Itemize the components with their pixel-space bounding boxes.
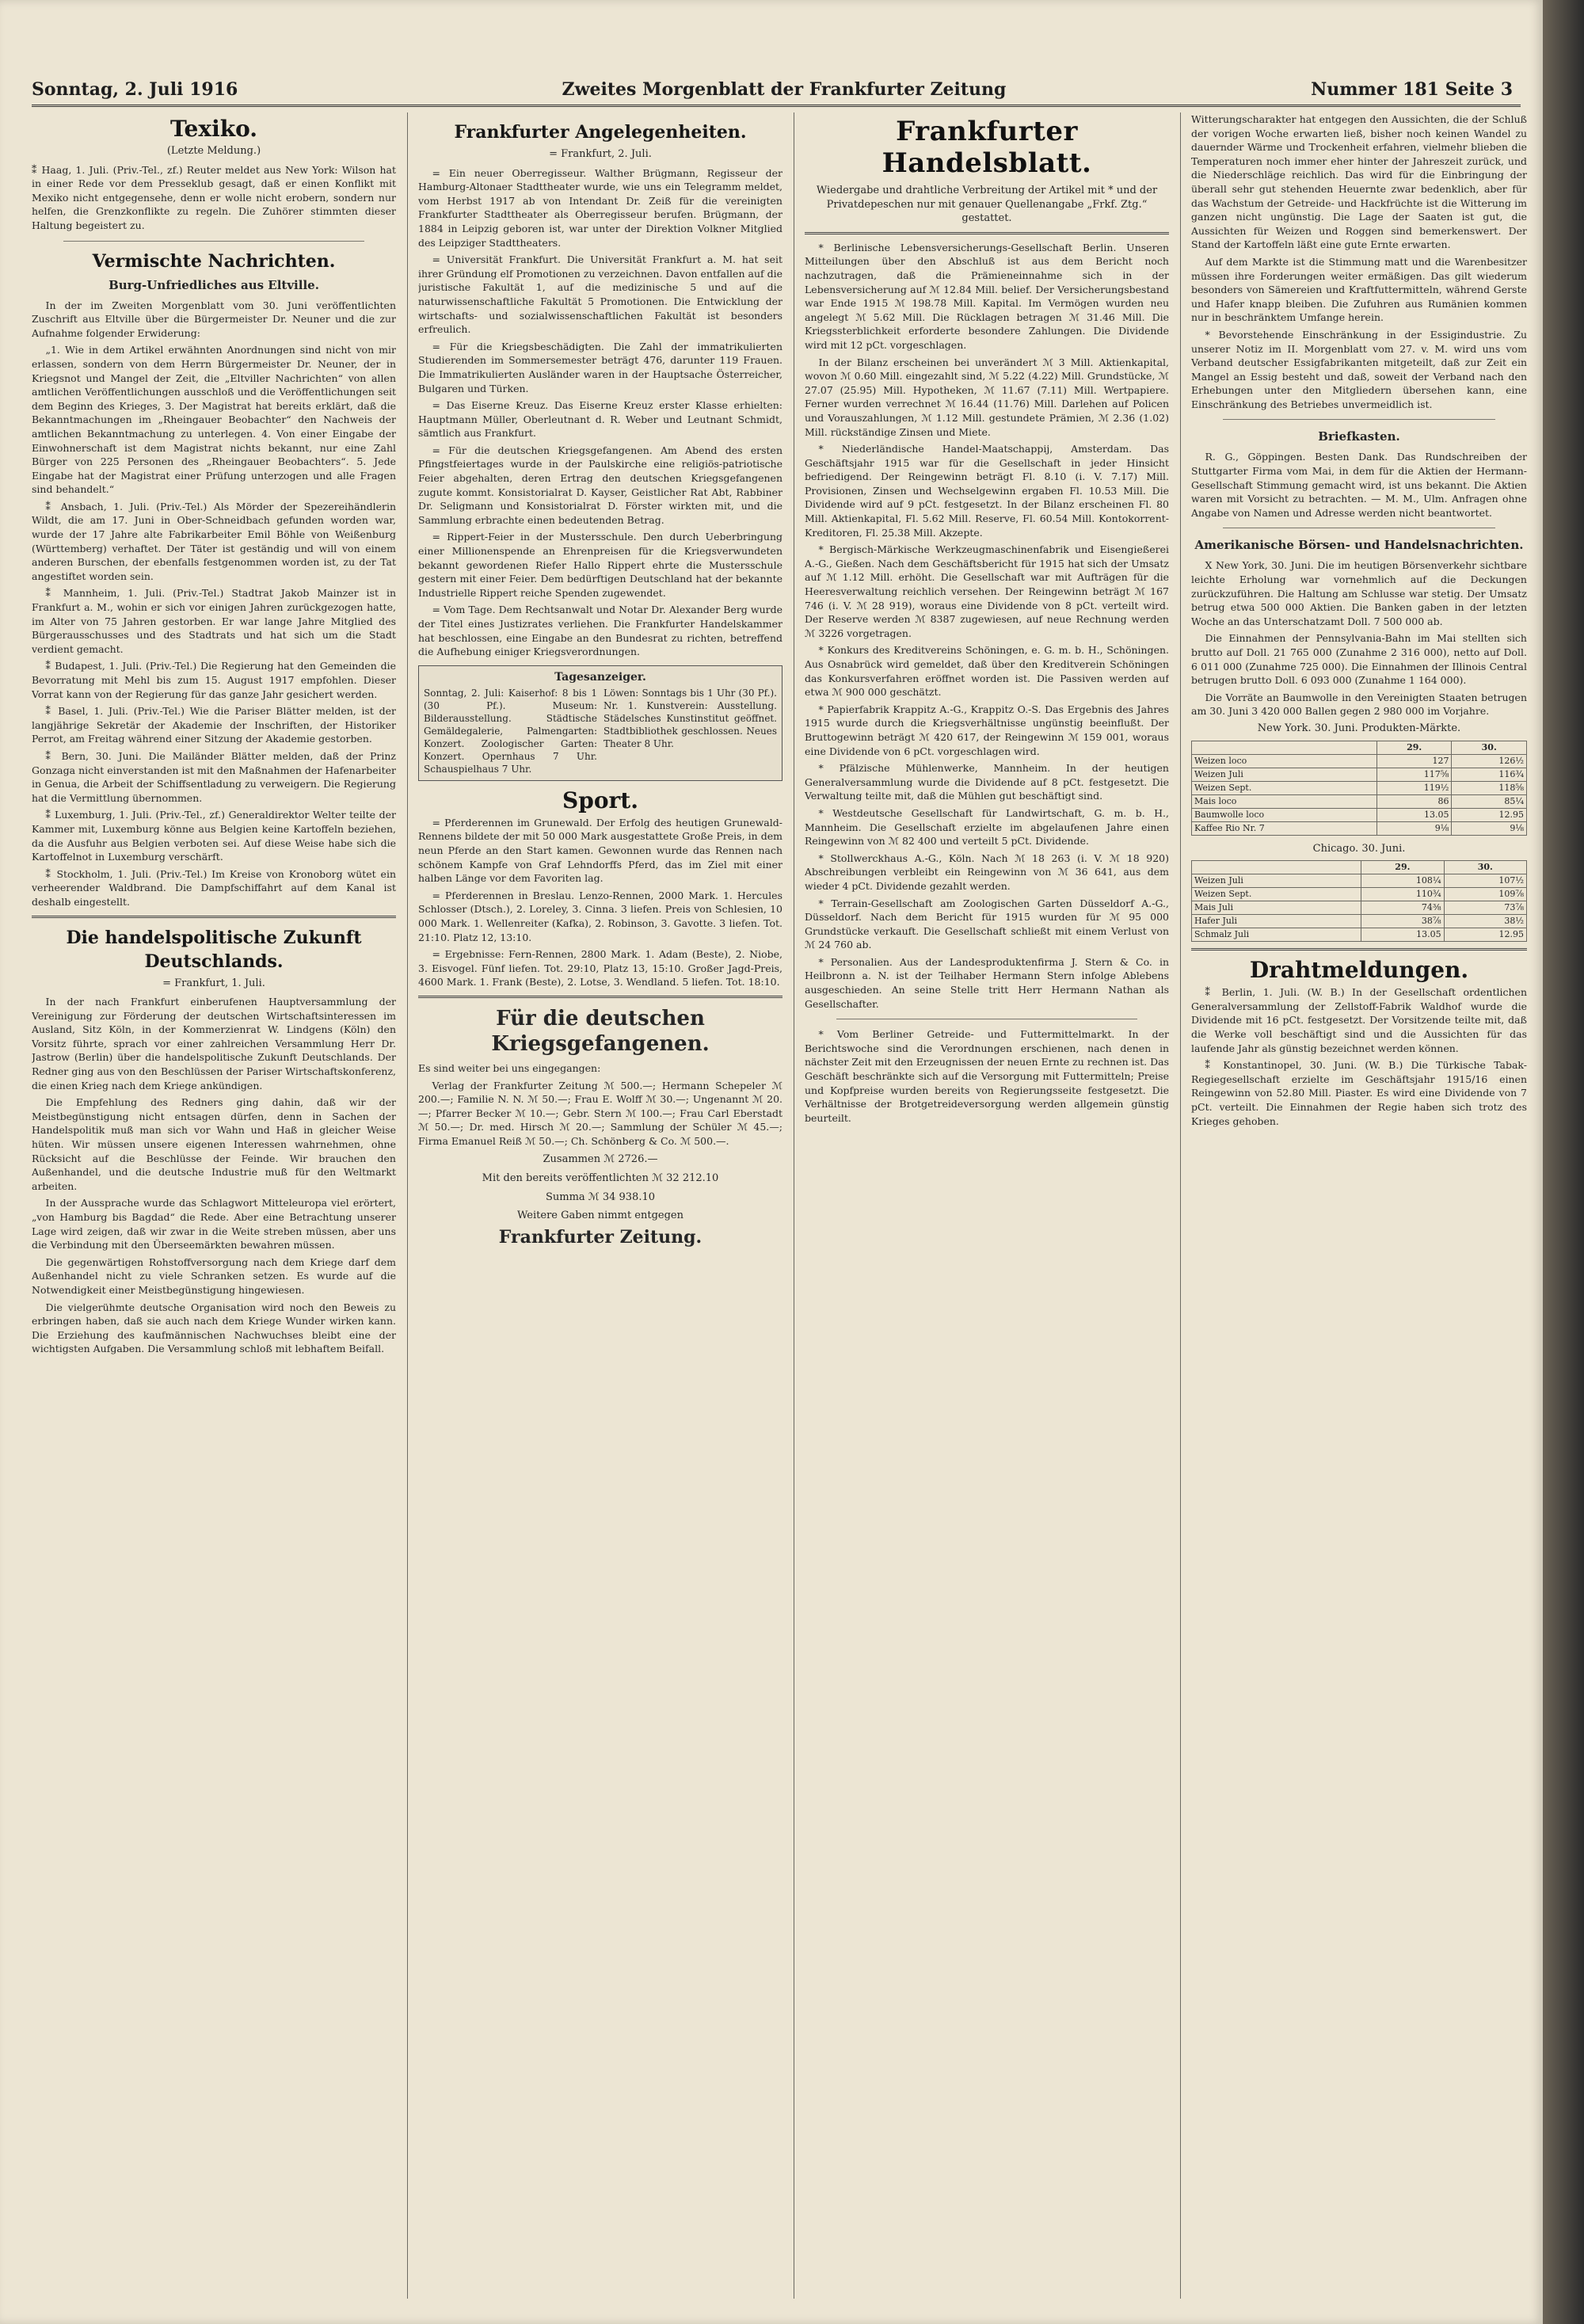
article-paragraph: Die Einnahmen der Pennsylvania-Bahn im Mai stellten sich brutto auf Doll. 21 765 000 (Zunahme 2 316 000), netto auf Doll. 6 011 000 (Zunahme 725 000). Die Einnahmen der Illinois Central betrugen brutto Doll. 6 093 000 (Zunahme 1 164 000). bbox=[1191, 632, 1527, 687]
table-cell: 73⅞ bbox=[1444, 901, 1526, 915]
table-cell: 109⅞ bbox=[1444, 888, 1526, 901]
table-cell: 118⅝ bbox=[1452, 781, 1527, 794]
article-paragraph: = Ergebnisse: Fern-Rennen, 2800 Mark. 1. Adam (Beste), 2. Niobe, 3. Eisvogel. Fünf liefen. Tot. 29:10, Platz 13, 15:10. Großer Jagd-Preis, 4600 Mark. 1. Frank (Beste), 2. Lotse, 3. Wendland. 5 liefen. Tot. 18:10. bbox=[418, 948, 782, 989]
article-paragraph: In der Bilanz erscheinen bei unverändert ℳ 3 Mill. Aktienkapital, wovon ℳ 0.60 Mill. eingezahlt sind, ℳ 5.22 (4.22) Mill. Grundstücke, ℳ 27.07 (25.95) Mill. Hypotheken, ℳ 11.67 (7.11) Mill. Wertpapiere. Ferner wurden verrechnet ℳ 16.44 (11.76) Mill. Darlehen auf Policen und Vorauszahlungen, ℳ 1.12 Mill. gestundete Prämien, ℳ 2.36 (1.02) Mill. rückständige Zinsen und Miete. bbox=[805, 356, 1169, 438]
article-paragraph: In der im Zweiten Morgenblatt vom 30. Juni veröffentlichten Zuschrift aus Eltville über die Bürgermeister Dr. Neuner und die zur Aufnahme folgender Erwiderung: bbox=[32, 299, 396, 339]
table-row bbox=[1192, 874, 1527, 888]
appeal-intro: Es sind weiter bei uns eingegangen: bbox=[418, 1061, 601, 1074]
article-paragraph: = Pferderennen im Grunewald. Der Erfolg des heutigen Grunewald-Rennens bildete der mit 50 000 Mark ausgestattete Große Preis, in dem neun Pferde an den Start kamen. Gewonnen wurde das Rennen nach schönem Kampfe von Graf Lehndorffs Pferd, das im Ziel mit einer halben Länge vor dem Favoriten lag. bbox=[418, 816, 782, 885]
table-row bbox=[1192, 794, 1527, 808]
table-cell: Schmalz Juli bbox=[1192, 928, 1361, 942]
paper-title: Zweites Morgenblatt der Frankfurter Zeitung bbox=[562, 79, 1007, 100]
table-cell: 9⅛ bbox=[1452, 821, 1527, 835]
article-paragraph: R. G., Göppingen. Besten Dank. Das Rundschreiben der Stuttgarter Firma vom Mai, in dem für die Aktien der Hermann-Gesellschaft Stimmung gemacht wird, ist uns bekannt. Die Aktien waren mit Vorsicht zu betrachten. — M. M., Ulm. Anfragen ohne Angabe von Namen und Adresse werden nicht beantwortet. bbox=[1191, 451, 1527, 519]
divider bbox=[1191, 948, 1527, 951]
section-tagline: Wiedergabe und drahtliche Verbreitung der Artikel mit * und der Privatdepeschen nur mit genauer Quellenangabe „Frkf. Ztg.“ gestattet. bbox=[816, 185, 1158, 225]
column-rule bbox=[407, 112, 408, 2299]
divider bbox=[63, 241, 364, 242]
article-paragraph: ⁑ Ansbach, 1. Juli. (Priv.-Tel.) Als Mörder der Spezereihändlerin Wildt, die am 17. Juni in Ober-Schneidbach gefunden worden war, wurde der 17 Jahre alte Fabrikarbeiter Emil Böhle von Weißenburg (Württemberg) verhaftet. Der Täter ist geständig und will von einem anderen Burschen, der ebenfalls festgenommen worden ist, zu der Tat angestiftet worden sein. bbox=[32, 500, 396, 582]
table-caption: New York. 30. Juni. Produkten-Märkte. bbox=[1257, 722, 1461, 734]
table-cell: Weizen Juli bbox=[1192, 768, 1377, 781]
table-row bbox=[1192, 915, 1527, 928]
table-cell: 117⅝ bbox=[1376, 768, 1452, 781]
table-cell: 13.05 bbox=[1376, 808, 1452, 821]
article-paragraph: ⁑ Mannheim, 1. Juli. (Priv.-Tel.) Stadtrat Jakob Mainzer ist in Frankfurt a. M., wohin er sich vor einigen Jahren zurückgezogen hatte, im Alter von 75 Jahren gestorben. Er war lange Jahre Mitglied des Bürgerausschusses und des Stadtrats und hat sich um die Stadt verdient gemacht. bbox=[32, 587, 396, 655]
column-3 bbox=[805, 112, 1169, 2299]
article-paragraph: = Rippert-Feier in der Mustersschule. Den durch Ueberbringung einer Millionenspende an Ehrenpreisen für die Kriegsverwundeten bekannt gewordenen Riefer Hallo Rippert ehrte die Mustersschule gestern mit einer Feier. Dem bedürftigen Deutschland hat der bekannte Industrielle Rippert reiche Spenden zugewendet. bbox=[418, 531, 782, 599]
table-header-row bbox=[1192, 741, 1527, 754]
table-row bbox=[1192, 768, 1527, 781]
article-paragraph: * Personalien. Aus der Landesproduktenfirma J. Stern & Co. in Heilbronn a. N. ist der Teilhaber Hermann Stern infolge Ablebens ausgeschieden. An seine Stelle tritt Herr Hermann Nathan als Gesellschafter. bbox=[805, 955, 1169, 1010]
column-2 bbox=[418, 112, 782, 2299]
table-cell: Weizen Sept. bbox=[1192, 781, 1377, 794]
table-cell: 9⅛ bbox=[1376, 821, 1452, 835]
table-cell: Baumwolle loco bbox=[1192, 808, 1377, 821]
article-paragraph: ⁑ Basel, 1. Juli. (Priv.-Tel.) Wie die Pariser Blätter melden, ist der langjährige Sekretär der Akademie der Inschriften, der Historiker Perrot, am Freitag während einer Sitzung der Akademie gestorben. bbox=[32, 705, 396, 745]
column-header: 30. bbox=[1444, 861, 1526, 874]
article-paragraph: * Konkurs des Kreditvereins Schöningen, e. G. m. b. H., Schöningen. Aus Osnabrück wird gemeldet, daß über den Kreditverein Schöningen das Konkursverfahren eröffnet worden ist. Die Passiven werden auf etwa ℳ 900 000 geschätzt. bbox=[805, 644, 1169, 699]
article-paragraph: ⁑ Haag, 1. Juli. (Priv.-Tel., zf.) Reuter meldet aus New York: Wilson hat in einer Rede vor dem Presseklub gesagt, daß er einen Konflikt mit Mexiko nicht entgegensehe, denn er wolle nicht erobern, sondern nur helfen, die Grenzkonflikte zu regeln. Die Zuhörer stimmten dieser Haltung begeistert zu. bbox=[32, 163, 396, 231]
article-paragraph: Die gegenwärtigen Rohstoffversorgung nach dem Kriege darf dem Außenhandel nicht zu viele Schranken setzen. Es wurde auf die Notwendigkeit einer Meistbegünstigung hingewiesen. bbox=[32, 1255, 396, 1296]
table-cell: Hafer Juli bbox=[1192, 915, 1361, 928]
table-cell: Weizen Sept. bbox=[1192, 888, 1361, 901]
section-title: Sport. bbox=[562, 787, 638, 813]
article-paragraph: ⁑ Stockholm, 1. Juli. (Priv.-Tel.) Im Kreise von Kronoborg wütet ein verheerender Waldbrand. Die Dampfschiffahrt auf dem Kanal ist deshalb eingestellt. bbox=[32, 867, 396, 908]
table-cell: 127 bbox=[1376, 754, 1452, 768]
dateline: = Frankfurt, 1. Juli. bbox=[162, 977, 265, 989]
table-cell: Kaffee Rio Nr. 7 bbox=[1192, 821, 1377, 835]
article-paragraph: ⁑ Berlin, 1. Juli. (W. B.) In der Gesellschaft ordentlichen Generalversammlung der Zellstoff-Fabrik Waldhof wurde die Dividende mit 16 pCt. festgesetzt. Der Vorsitzende teilte mit, daß die Werke voll beschäftigt sind und die Aussichten für das laufende Jahr als günstig bezeichnet werden können. bbox=[1191, 986, 1527, 1054]
table-cell: 108¼ bbox=[1361, 874, 1444, 888]
table-cell: 12.95 bbox=[1444, 928, 1526, 942]
subtotal-label: Zusammen bbox=[543, 1153, 601, 1166]
table-row bbox=[1192, 808, 1527, 821]
table-cell: Weizen Juli bbox=[1192, 874, 1361, 888]
column-rule bbox=[1180, 112, 1181, 2299]
divider bbox=[805, 232, 1169, 234]
table-cell: 110¾ bbox=[1361, 888, 1444, 901]
article-paragraph: In der Aussprache wurde das Schlagwort Mitteleuropa viel erörtert, „von Hamburg bis Bagdad“ die Rede. Aber eine Betrachtung unserer Lage wird zeigen, daß wir zwar in die Weite streben müssen, aber uns die Verbindung mit den Überseemärkten bewahren müssen. bbox=[32, 1197, 396, 1252]
section-title: Frankfurter Handelsblatt. bbox=[881, 116, 1092, 179]
article-title: Texiko. bbox=[169, 116, 258, 142]
table-row bbox=[1192, 781, 1527, 794]
issue-date: Sonntag, 2. Juli 1916 bbox=[32, 79, 238, 100]
article-paragraph: = Für die Kriegsbeschädigten. Die Zahl der immatrikulierten Studierenden im Sommersemester beträgt 476, darunter 119 Frauen. Die Immatrikulierten Ausländer waren in der Hauptsache Österreicher, Bulgaren und Türken. bbox=[418, 340, 782, 394]
column-header: 30. bbox=[1452, 741, 1527, 754]
table-cell: 38½ bbox=[1444, 915, 1526, 928]
book-binding-edge bbox=[1543, 0, 1584, 2324]
grand-total: Summa ℳ 34 938.10 bbox=[545, 1191, 655, 1203]
article-paragraph: * Bevorstehende Einschränkung in der Essigindustrie. Zu unserer Notiz im II. Morgenblatt vom 27. v. M. wird uns vom Verband deutscher Essigfabrikanten mitgeteilt, daß zur Zeit ein Mangel an Essig besteht und daß, soweit der Verband nach den Erhebungen unter den Mitgliedern übersehen kann, eine Einschränkung des Betriebes unvermeidlich ist. bbox=[1191, 328, 1527, 410]
issue-number: Nummer 181 Seite 3 bbox=[1311, 79, 1513, 100]
column-1 bbox=[32, 112, 396, 2299]
donor-list: Verlag der Frankfurter Zeitung ℳ 500.—; Hermann Schepeler ℳ 200.—; Familie N. N. ℳ 50.—; Frau E. Wolff ℳ 30.—; Ungenannt ℳ 20.—; Pfarrer Becker ℳ 10.—; Gebr. Stern ℳ 100.—; Frau Carl Eberstadt ℳ 50.—; Dr. med. Hirsch ℳ 20.—; Sammlung der Schüler ℳ 45.—; Firma Emanuel Reiß ℳ 50.—; Ch. Schönberg & Co. ℳ 500.—. bbox=[418, 1079, 782, 1147]
column-header bbox=[1192, 861, 1361, 874]
article-paragraph: * Niederländische Handel-Maatschappij, Amsterdam. Das Geschäftsjahr 1915 war für die Gesellschaft in jeder Hinsicht befriedigend. Der Reingewinn beträgt Fl. 8.10 (i. V. 7.17) Mill. Provisionen, Zinsen und Wechselgewinn ergaben Fl. 10.53 Mill. Die Dividende wird auf 9 pCt. festgesetzt. In der Bilanz erscheinen Fl. 80 Mill. Aktienkapital, Fl. 5.62 Mill. Reserve, Fl. 60.54 Mill. Kontokorrent-Kreditoren, Fl. 25.38 Mill. Akzepte. bbox=[805, 443, 1169, 539]
article-paragraph: = Vom Tage. Dem Rechtsanwalt und Notar Dr. Alexander Berg wurde der Titel eines Justizrates verliehen. Die Frankfurter Handelskammer hat beschlossen, eine Eingabe an den Bundesrat zu richten, betreffend die Aufhebung einiger Kriegsverordnungen. bbox=[418, 604, 782, 658]
article-paragraph: * Bergisch-Märkische Werkzeugmaschinenfabrik und Eisengießerei A.-G., Gießen. Nach dem Geschäftsbericht für 1915 hat sich der Umsatz auf ℳ 1.12 Mill. erhöht. Die Gesellschaft war mit Aufträgen für die Heeresverwaltung reichlich versehen. Der Reingewinn beträgt ℳ 167 746 (i. V. ℳ 28 919), woraus eine Dividende von 8 pCt. verteilt wird. Der Reserve werden ℳ 8387 zugewiesen, auf neue Rechnung werden ℳ 3226 vorgetragen. bbox=[805, 543, 1169, 639]
table-row bbox=[1192, 754, 1527, 768]
table-cell: 116¾ bbox=[1452, 768, 1527, 781]
article-paragraph: * Vom Berliner Getreide- und Futtermittelmarkt. In der Berichtswoche sind die Verordnungen erschienen, nach denen in nächster Zeit mit den Erzeugnissen der neuen Ernte zu rechnen ist. Das Geschäft beschränkte sich auf die Versorgung mit Futtermitteln; Preise und Kopfpreise wurden bereits von Regierungsseite festgesetzt. Die Verhältnisse der Brotgetreideversorgung werden allgemein günstig beurteilt. bbox=[805, 1028, 1169, 1124]
table-cell: 119½ bbox=[1376, 781, 1452, 794]
table-header-row bbox=[1192, 861, 1527, 874]
article-paragraph: = Ein neuer Oberregisseur. Walther Brügmann, Regisseur der Hamburg-Altonaer Stadttheater wurde, wie uns ein Telegramm meldet, vom Herbst 1917 ab von Intendant Dr. Zeiß für die vereinigten Frankfurter Stadttheater als Oberregisseur berufen. Brügmann, der 1884 in Leipzig geboren ist, war unter der Direktion Volkner Mitglied des Leipziger Stadttheaters. bbox=[418, 166, 782, 249]
section-subtitle: Burg-Unfriedliches aus Eltville. bbox=[109, 277, 319, 292]
article-paragraph: Witterungscharakter hat entgegen den Aussichten, die der Schluß der vorigen Woche erwarten ließ, bisher noch keinen Wandel zu dauernder Wärme und Trockenheit erfahren, vielmehr blieben die Temperaturen noch immer eher hinter der Jahreszeit zurück, und die Niederschläge reichlich. Das wird für die Einbringung der überall sehr gut stehenden Heuernte zwar bedenklich, aber für das Wachstum der Getreide- und Hackfrüchte ist die Witterung im ganzen nicht ungünstig. Die Lage der Saaten ist gut, die Aussichten für Weizen und Roggen sind bemerkenswert. Der Stand der Kartoffeln läßt eine gute Ernte erwarten. bbox=[1191, 113, 1527, 251]
column-header: 29. bbox=[1361, 861, 1444, 874]
article-paragraph: „1. Wie in dem Artikel erwähnten Anordnungen sind nicht von mir erlassen, sondern von dem Herrn Bürgermeister Dr. Neuner, der in Kriegsnot und Mangel der Zeit, die „Eltviller Nachrichten“ von allen amtlichen Veröffentlichungen ausschloß und die Veröffentlichungen seit dem Beginn des Krieges, 3. Der Magistrat hat bereits erklärt, daß die Bekanntmachungen im „Rheingauer Beobachter“ den Nachweis der amtlichen Bekanntmachung zu unterlegen. 4. Von einer Eingabe der Einwohnerschaft ist dem Magistrat nichts bekannt, nur eine Zahl Bürger von 225 Personen des „Rheingauer Beobachters“. 5. Jede Eingabe hat der Magistrat einer Prüfung unterzogen und alle Fragen sind behandelt.“ bbox=[32, 344, 396, 496]
masthead bbox=[32, 76, 1521, 107]
article-paragraph: Die Vorräte an Baumwolle in den Vereinigten Staaten betrugen am 30. Juni 3 420 000 Ballen gegen 2 980 000 im Vorjahre. bbox=[1191, 691, 1527, 718]
table-cell: Mais loco bbox=[1192, 794, 1377, 808]
article-paragraph: = Pferderennen in Breslau. Lenzo-Rennen, 2000 Mark. 1. Hercules Schlosser (Dtsch.), 2. Loreley, 3. Cinna. 3 liefen. Preis von Schlesien, 10 000 Mark. 1. Wellenreiter (Kafka), 2. Robinson, 3. Gavotte. 3 liefen. Tot. 21:10. Platz 12, 13:10. bbox=[418, 889, 782, 943]
article-paragraph: Die vielgerühmte deutsche Organisation wird noch den Beweis zu erbringen haben, daß sie auch nach dem Kriege Wunder wirken kann. Die Erziehung des kaufmännischen Nachwuchses bleibt eine der wichtigsten Aufgaben. Die Versammlung schloß mit lebhaftem Beifall. bbox=[32, 1301, 396, 1355]
section-title: Briefkasten. bbox=[1318, 429, 1400, 444]
article-paragraph: Die Empfehlung des Redners ging dahin, daß wir der Meistbegünstigung nicht entsagen dürfen, denn in Sachen der Handelspolitik muß man sich vor Wahn und Haß in gleicher Weise hüten. Wir müssen unsere eigenen Interessen wahrnehmen, ohne Rücksicht auf die Beschlüsse der Feinde. Wir brauchen den Außenhandel, und die deutsche Industrie muß für den Weltmarkt arbeiten. bbox=[32, 1096, 396, 1192]
market-table bbox=[1191, 860, 1527, 942]
table-cell: Mais Juli bbox=[1192, 901, 1361, 915]
article-paragraph: ⁑ Luxemburg, 1. Juli. (Priv.-Tel., zf.) Generaldirektor Welter teilte der Kammer mit, Luxemburg könne aus Belgien keine Kartoffeln beziehen, da die Ausfuhr aus Belgien verboten sei. Auf diese Weise habe sich die Kartoffelnot in Luxemburg verschärft. bbox=[32, 809, 396, 863]
article-paragraph: X New York, 30. Juni. Die im heutigen Börsenverkehr sichtbare leichte Erholung war vornehmlich auf die Deckungen zurückzuführen. Die Haltung am Schlusse war stetig. Der Umsatz betrug etwa 500 000 Aktien. Die Banken gaben in der letzten Woche an das Unterschatzamt Doll. 7 500 000 ab. bbox=[1191, 559, 1527, 627]
article-paragraph: * Pfälzische Mühlenwerke, Mannheim. In der heutigen Generalversammlung wurde die Dividende auf 8 pCt. festgesetzt. Die Verwaltung teilte mit, daß die Mühlen gut beschäftigt sind. bbox=[805, 762, 1169, 802]
table-cell: 107½ bbox=[1444, 874, 1526, 888]
article-paragraph: = Für die deutschen Kriegsgefangenen. Am Abend des ersten Pfingstfeiertages wurde in der Paulskirche eine religiös-patriotische Feier abgehalten, deren Ertrag den deutschen Kriegsgefangenen zugute kommt. Konsistorialrat D. Kayser, Geistlicher Rat Abt, Rabbiner Dr. Seligmann und Konsistorialrat D. Förster wirkten mit, und die Sammlung erbrachte einen bedeutenden Betrag. bbox=[418, 444, 782, 526]
table-cell: 74⅜ bbox=[1361, 901, 1444, 915]
article-paragraph: = Universität Frankfurt. Die Universität Frankfurt a. M. hat seit ihrer Gründung elf Promotionen zu verzeichnen. Davon entfallen auf die juristische Fakultät 1, auf die medizinische 5 und auf die naturwissenschaftliche Fakultät 5 Promotionen. Die Entwicklung der wirtschafts- und sozialwissenschaftlichen Fakultät ist besonders erfreulich. bbox=[418, 253, 782, 336]
table-caption: Chicago. 30. Juni. bbox=[1312, 842, 1406, 855]
article-paragraph: * Westdeutsche Gesellschaft für Landwirtschaft, G. m. b. H., Mannheim. Die Gesellschaft erzielte im abgelaufenen Jahre einen Reingewinn von ℳ 82 400 und verteilt 5 pCt. Dividende. bbox=[805, 806, 1169, 848]
market-table bbox=[1191, 741, 1527, 836]
column-header bbox=[1192, 741, 1377, 754]
article-subtitle: (Letzte Meldung.) bbox=[166, 145, 261, 157]
divider bbox=[32, 916, 396, 918]
table-cell: 126½ bbox=[1452, 754, 1527, 768]
subtotal-row bbox=[418, 1152, 782, 1167]
subtotal-value: ℳ 2726.— bbox=[604, 1153, 658, 1166]
events-box-col: Sonntag, 2. Juli: Kaiserhof: 8 bis 1 (30 Pf.). Museum: Bilderausstellung. Städtische Gemäldegalerie, Palmengarten: Konzert. Zoologischer Garten: Konzert. Opernhaus 7 Uhr. Schauspielhaus 7 Uhr. bbox=[424, 687, 597, 775]
events-box-title: Tagesanzeiger. bbox=[554, 670, 646, 684]
table-cell: 38⅞ bbox=[1361, 915, 1444, 928]
section-title: Amerikanische Börsen- und Handelsnachrichten. bbox=[1194, 538, 1524, 553]
events-box-col: Löwen: Sonntags bis 1 Uhr (30 Pf.). Nr. 1. Kunstverein: Ausstellung. Städelsches Kunstinstitut geöffnet. Stadtbibliothek geschlossen. Neues Theater 8 Uhr. bbox=[604, 687, 777, 749]
dateline: = Frankfurt, 2. Juli. bbox=[549, 148, 652, 160]
table-cell: 13.05 bbox=[1361, 928, 1444, 942]
divider bbox=[1223, 419, 1495, 420]
table-cell: 85¼ bbox=[1452, 794, 1527, 808]
article-paragraph: ⁑ Konstantinopel, 30. Juni. (W. B.) Die Türkische Tabak-Regiegesellschaft erzielte im Geschäftsjahr 1915/16 einen Reingewinn von 52.80 Mill. Piaster. Es wird eine Dividende von 7 pCt. verteilt. Die Einnahmen der Regie haben sich trotz des Krieges gehoben. bbox=[1191, 1059, 1527, 1127]
section-title: Vermischte Nachrichten. bbox=[92, 250, 336, 272]
table-row bbox=[1192, 821, 1527, 835]
article-paragraph: * Stollwerckhaus A.-G., Köln. Nach ℳ 18 263 (i. V. ℳ 18 920) Abschreibungen verbleibt ein Reingewinn von ℳ 36 641, aus dem wieder 4 pCt. Dividende gezahlt werden. bbox=[805, 851, 1169, 892]
previous-total: Mit den bereits veröffentlichten ℳ 32 212.10 bbox=[482, 1172, 719, 1185]
section-title: Frankfurter Angelegenheiten. bbox=[454, 122, 747, 143]
column-4 bbox=[1191, 112, 1527, 2299]
table-cell: Weizen loco bbox=[1192, 754, 1377, 768]
table-row bbox=[1192, 888, 1527, 901]
table-cell: 86 bbox=[1376, 794, 1452, 808]
events-box bbox=[418, 665, 782, 781]
divider bbox=[418, 996, 782, 998]
table-row bbox=[1192, 928, 1527, 942]
appeal-title: Für die deutschen Kriegsgefangenen. bbox=[491, 1006, 710, 1056]
column-header: 29. bbox=[1376, 741, 1452, 754]
section-title: Die handelspolitische Zukunft Deutschlands. bbox=[66, 927, 362, 972]
article-paragraph: ⁑ Bern, 30. Juni. Die Mailänder Blätter melden, daß der Prinz Gonzaga nicht einverstanden ist mit den Maßnahmen der Hafenarbeiter in Genua, die Arbeit der Schiffsentladung zu verweigern. Die Regierung hat die Vermittlung übernommen. bbox=[32, 749, 396, 804]
article-paragraph: Auf dem Markte ist die Stimmung matt und die Warenbesitzer müssen ihre Forderungen weiter ermäßigen. Das gilt wiederum besonders von Sämereien und Kraftfuttermitteln, während Gerste und Hafer knapp bleiben. Die Zufuhren aus Rumänien kommen nur in beschränktem Umfange herein. bbox=[1191, 255, 1527, 324]
section-title: Drahtmeldungen. bbox=[1249, 957, 1469, 984]
article-paragraph: In der nach Frankfurt einberufenen Hauptversammlung der Vereinigung zur Förderung der deutschen Wirtschaftsinteressen im Ausland, Sitz Köln, in der Kommerzienrat W. Lindgens (Köln) den Vorsitz führte, sprach vor einer zahlreichen Versammlung Herr Dr. Jastrow (Berlin) über die handelspolitische Zukunft Deutschlands. Der Redner ging aus von den Beschlüssen der Pariser Wirtschaftskonferenz, die einen Krieg nach dem Kriege ankündigen. bbox=[32, 996, 396, 1092]
article-paragraph: * Terrain-Gesellschaft am Zoologischen Garten Düsseldorf A.-G., Düsseldorf. Nach dem Bericht für 1915 wurden für ℳ 95 000 Grundstücke verkauft. Die Gesellschaft schließt mit einem Verlust von ℳ 24 760 ab. bbox=[805, 897, 1169, 951]
article-paragraph: = Das Eiserne Kreuz. Das Eiserne Kreuz erster Klasse erhielten: Hauptmann Müller, Oberleutnant d. R. Weber und Leutnant Schmidt, sämtlich aus Frankfurt. bbox=[418, 399, 782, 440]
article-paragraph: ⁑ Budapest, 1. Juli. (Priv.-Tel.) Die Regierung hat den Gemeinden die Bevorratung mit Mehl bis zum 15. August 1917 empfohlen. Dieser Vorrat kann von der Regierung für das ganze Jahr gesichert werden. bbox=[32, 660, 396, 700]
table-cell: 12.95 bbox=[1452, 808, 1527, 821]
appeal-signature: Frankfurter Zeitung. bbox=[498, 1226, 703, 1248]
table-row bbox=[1192, 901, 1527, 915]
article-paragraph: * Berlinische Lebensversicherungs-Gesellschaft Berlin. Unseren Mitteilungen über den Abschluß ist aus dem Bericht noch nachzutragen, daß die Prämieneinnahme sich in der Lebensversicherung auf ℳ 12.84 Mill. belief. Der Versicherungsbestand war Ende 1915 ℳ 198.78 Mill. Kapital. Im Vermögen wurden neu angelegt ℳ 5.62 Mill. Die Rücklagen betragen ℳ 31.46 Mill. Die Kriegssterblichkeit erforderte besondere Zahlungen. Die Dividende wird mit 12 pCt. vorgeschlagen. bbox=[805, 241, 1169, 351]
appeal-note: Weitere Gaben nimmt entgegen bbox=[517, 1210, 683, 1222]
article-paragraph: * Papierfabrik Krappitz A.-G., Krappitz O.-S. Das Ergebnis des Jahres 1915 wurde durch die Kriegsverhältnisse ungünstig beeinflußt. Der Bruttogewinn beträgt ℳ 420 617, der Reingewinn ℳ 159 001, woraus eine Dividende von 6 pCt. vorgeschlagen wird. bbox=[805, 703, 1169, 757]
